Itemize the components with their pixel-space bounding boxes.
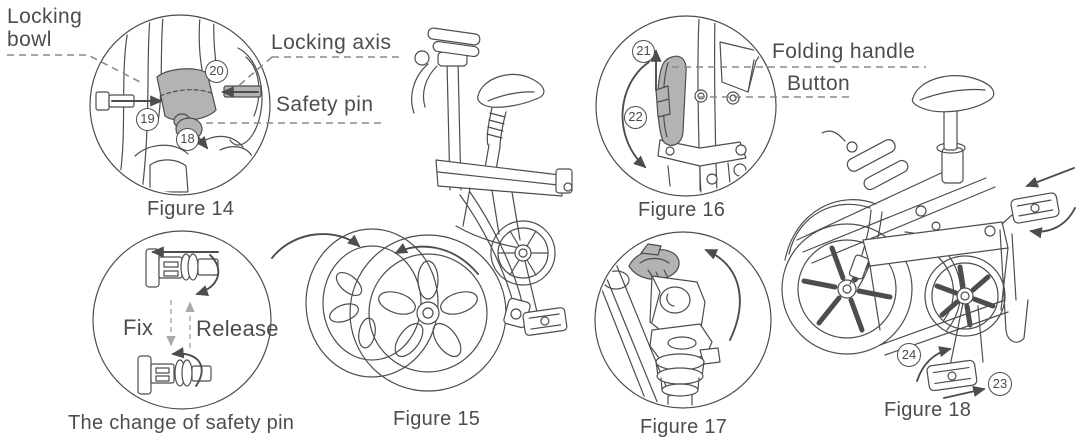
brake-lever	[412, 64, 428, 113]
button-label: Button	[787, 72, 851, 95]
pedal-point-arrow	[944, 389, 984, 398]
fix-label: Fix	[123, 315, 154, 340]
rear-wheel	[306, 229, 438, 377]
safety-pin-change-caption: The change of safety pin	[68, 412, 295, 434]
figure14-caption: Figure 14	[147, 198, 235, 220]
figure18-caption: Figure 18	[884, 399, 972, 421]
locking-bowl-leader	[7, 55, 140, 82]
push-arrow	[1027, 168, 1074, 186]
figure17-detail-art	[595, 232, 771, 408]
callout-21: 21	[632, 40, 655, 63]
callout-24: 24	[897, 343, 921, 367]
callout-22: 22	[624, 106, 647, 129]
figure15-bike-art	[272, 27, 572, 391]
saddle	[912, 76, 993, 112]
saddle	[478, 74, 544, 107]
rotate-up-arrow	[706, 250, 740, 340]
locking-axis-leader	[236, 57, 272, 88]
figure15-caption: Figure 15	[393, 408, 481, 430]
figure16-caption: Figure 16	[638, 199, 726, 221]
safety-pin-label: Safety pin	[276, 93, 374, 116]
release-label: Release	[196, 316, 279, 341]
pedal-folded	[1010, 192, 1059, 224]
folding-handle-label: Folding handle	[772, 40, 916, 63]
folded-frame-beam	[436, 160, 562, 196]
figure18-bike-art	[782, 76, 1075, 398]
callout-23: 23	[988, 372, 1012, 396]
callout-18: 18	[176, 128, 199, 151]
callout-19: 19	[136, 108, 159, 131]
brake-lever	[822, 131, 845, 141]
locking-bowl-label: Locking bowl	[7, 5, 83, 51]
figure17-caption: Figure 17	[640, 416, 728, 438]
callout-20: 20	[205, 60, 228, 83]
locking-axis-label: Locking axis	[271, 31, 392, 54]
pedal	[926, 360, 977, 391]
